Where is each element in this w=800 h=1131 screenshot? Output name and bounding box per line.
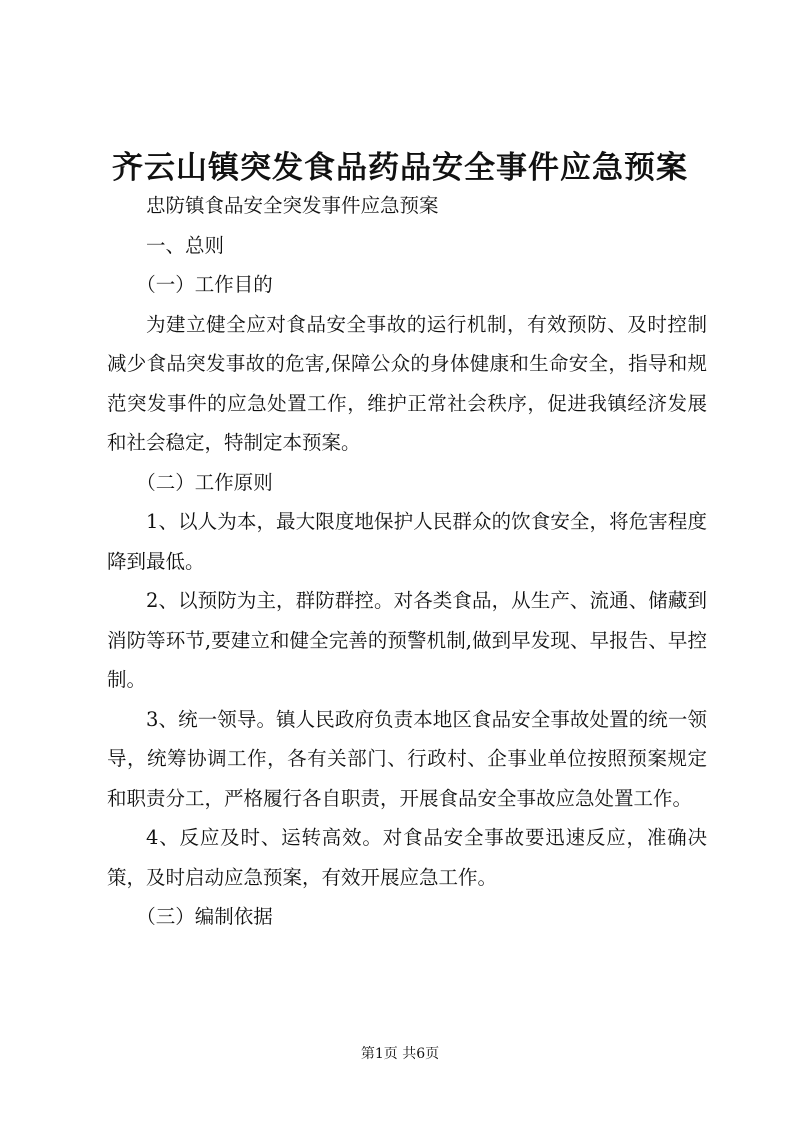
paragraph-principle-3: 3、统一领导。镇人民政府负责本地区食品安全事故处置的统一领导，统筹协调工作，各有关部门、行政村、企事业单位按照预案规定和职责分工，严格履行各自职责，开展食品安全事故应急处置工作。 [107, 707, 707, 810]
paragraph-subtitle: 忠防镇食品安全突发事件应急预案 [146, 194, 439, 217]
subsection-heading-principles: （二）工作原则 [136, 470, 273, 494]
paragraph-principle-1: 1、以人为本，最大限度地保护人民群众的饮食安全，将危害程度降到最低。 [107, 510, 707, 573]
subsection-heading-purpose: （一）工作目的 [136, 273, 273, 296]
section-heading-general: 一、总则 [146, 233, 225, 257]
page-footer: 第1页 共6页 [360, 1046, 440, 1062]
paragraph-purpose: 为建立健全应对食品安全事故的运行机制，有效预防、及时控制减少食品突发事故的危害,保障公众的身体健康和生命安全，指导和规范突发事件的应急处置工作，维护正常社会秩序，促进我镇经济发展和社会稳定，特制定本预案。 [107, 312, 707, 454]
subsection-heading-basis: （三）编制依据 [136, 905, 273, 928]
document-title: 齐云山镇突发食品药品安全事件应急预案 [112, 150, 688, 186]
paragraph-principle-4: 4、反应及时、运转高效。对食品安全事故要迅速反应，准确决策，及时启动应急预案，有效开展应急工作。 [107, 826, 707, 889]
document-body [107, 186, 707, 937]
paragraph-principle-2: 2、以预防为主，群防群控。对各类食品，从生产、流通、储藏到消防等环节,要建立和健全完善的预警机制,做到早发现、早报告、早控制。 [107, 589, 707, 691]
